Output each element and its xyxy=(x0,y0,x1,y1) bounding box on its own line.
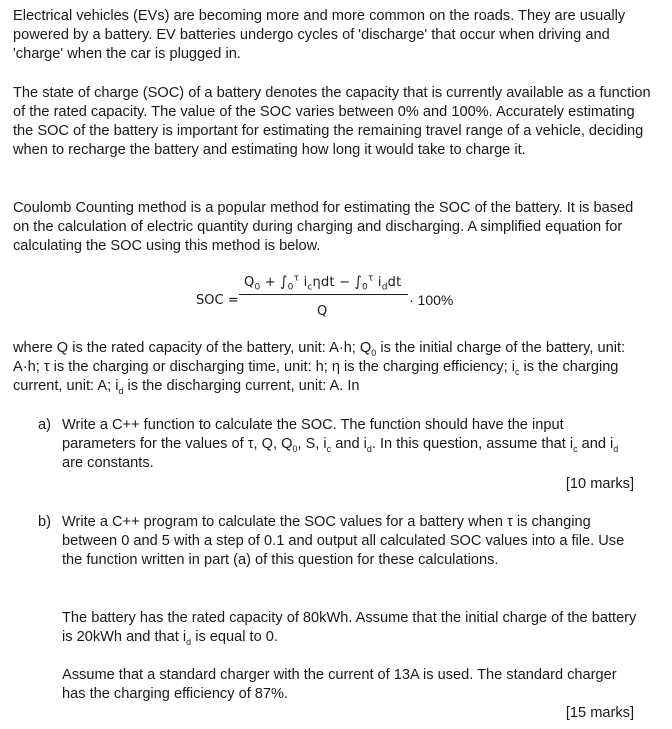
definitions-paragraph: where Q is the rated capacity of the battery, unit: A·h; $Q_0$ is the initial charge of the battery, unit: A·h; τ is the charging or discharging time, unit: h; η is the charging efficiency; $i_c$ is the charging current, unit: A; $i_d$ is the discharging current, unit: A. In xyxy=(13,340,626,396)
question-b-battery-info: The battery has the rated capacity of 80kWh. Assume that the initial charge of the battery is 20kWh and that $i_d$ is equal to 0. xyxy=(62,610,637,647)
question-b-label: b) xyxy=(38,514,51,530)
intro-paragraph-3: Coulomb Counting method is a popular method for estimating the SOC of the battery. It is based on the calculation of electric quantity during charging and discharging. A simplified equation for calculating the SOC using this method is below. xyxy=(13,200,634,254)
question-b-marks: [15 marks] xyxy=(565,705,634,721)
question-b-charger-info: Assume that a standard charger with the current of 13A is used. The standard charger has the charging efficiency of 87%. xyxy=(62,667,617,702)
formula-numerator: $Q_0 + \int_0^\tau$ $i_c\eta dt - \int_0^\tau$ $i_ddt$ xyxy=(244,273,402,293)
fraction-bar xyxy=(239,294,408,295)
soc-formula xyxy=(0,272,672,324)
formula-denominator: Q xyxy=(317,304,328,319)
formula-lhs: SOC = xyxy=(196,293,239,308)
formula-multiplier: · 100% xyxy=(409,292,454,308)
question-b-text: Write a C++ program to calculate the SOC values for a battery when τ is changing between 0 and 5 with a step of 0.1 and output all calculated SOC values into a file. Use the function written in part (a) of this question for these calculations. xyxy=(62,514,625,568)
intro-paragraph-2: The state of charge (SOC) of a battery denotes the capacity that is currently available as a function of the rated capacity. The value of the SOC varies between 0% and 100%. Accurately estimating the SOC of the battery is important for estimating the remaining travel range of a vehicle, deciding when to recharge the battery and estimating how long it would take to charge it. xyxy=(13,85,651,158)
question-a-label: a) xyxy=(38,417,51,433)
intro-paragraph-1: Electrical vehicles (EVs) are becoming more and more common on the roads. They are usually powered by a battery. EV batteries undergo cycles of 'discharge' that occur when driving and 'charge' when the car is plugged in. xyxy=(13,8,626,62)
question-a-marks: [10 marks] xyxy=(565,476,634,492)
question-a-text: Write a C++ function to calculate the SOC. The function should have the input parameters for the values of τ, Q, $Q_0$, S, $i_c$ and $i_d$. In this question, assume that $i_c$ and $i_d$ are constants. xyxy=(62,417,619,471)
